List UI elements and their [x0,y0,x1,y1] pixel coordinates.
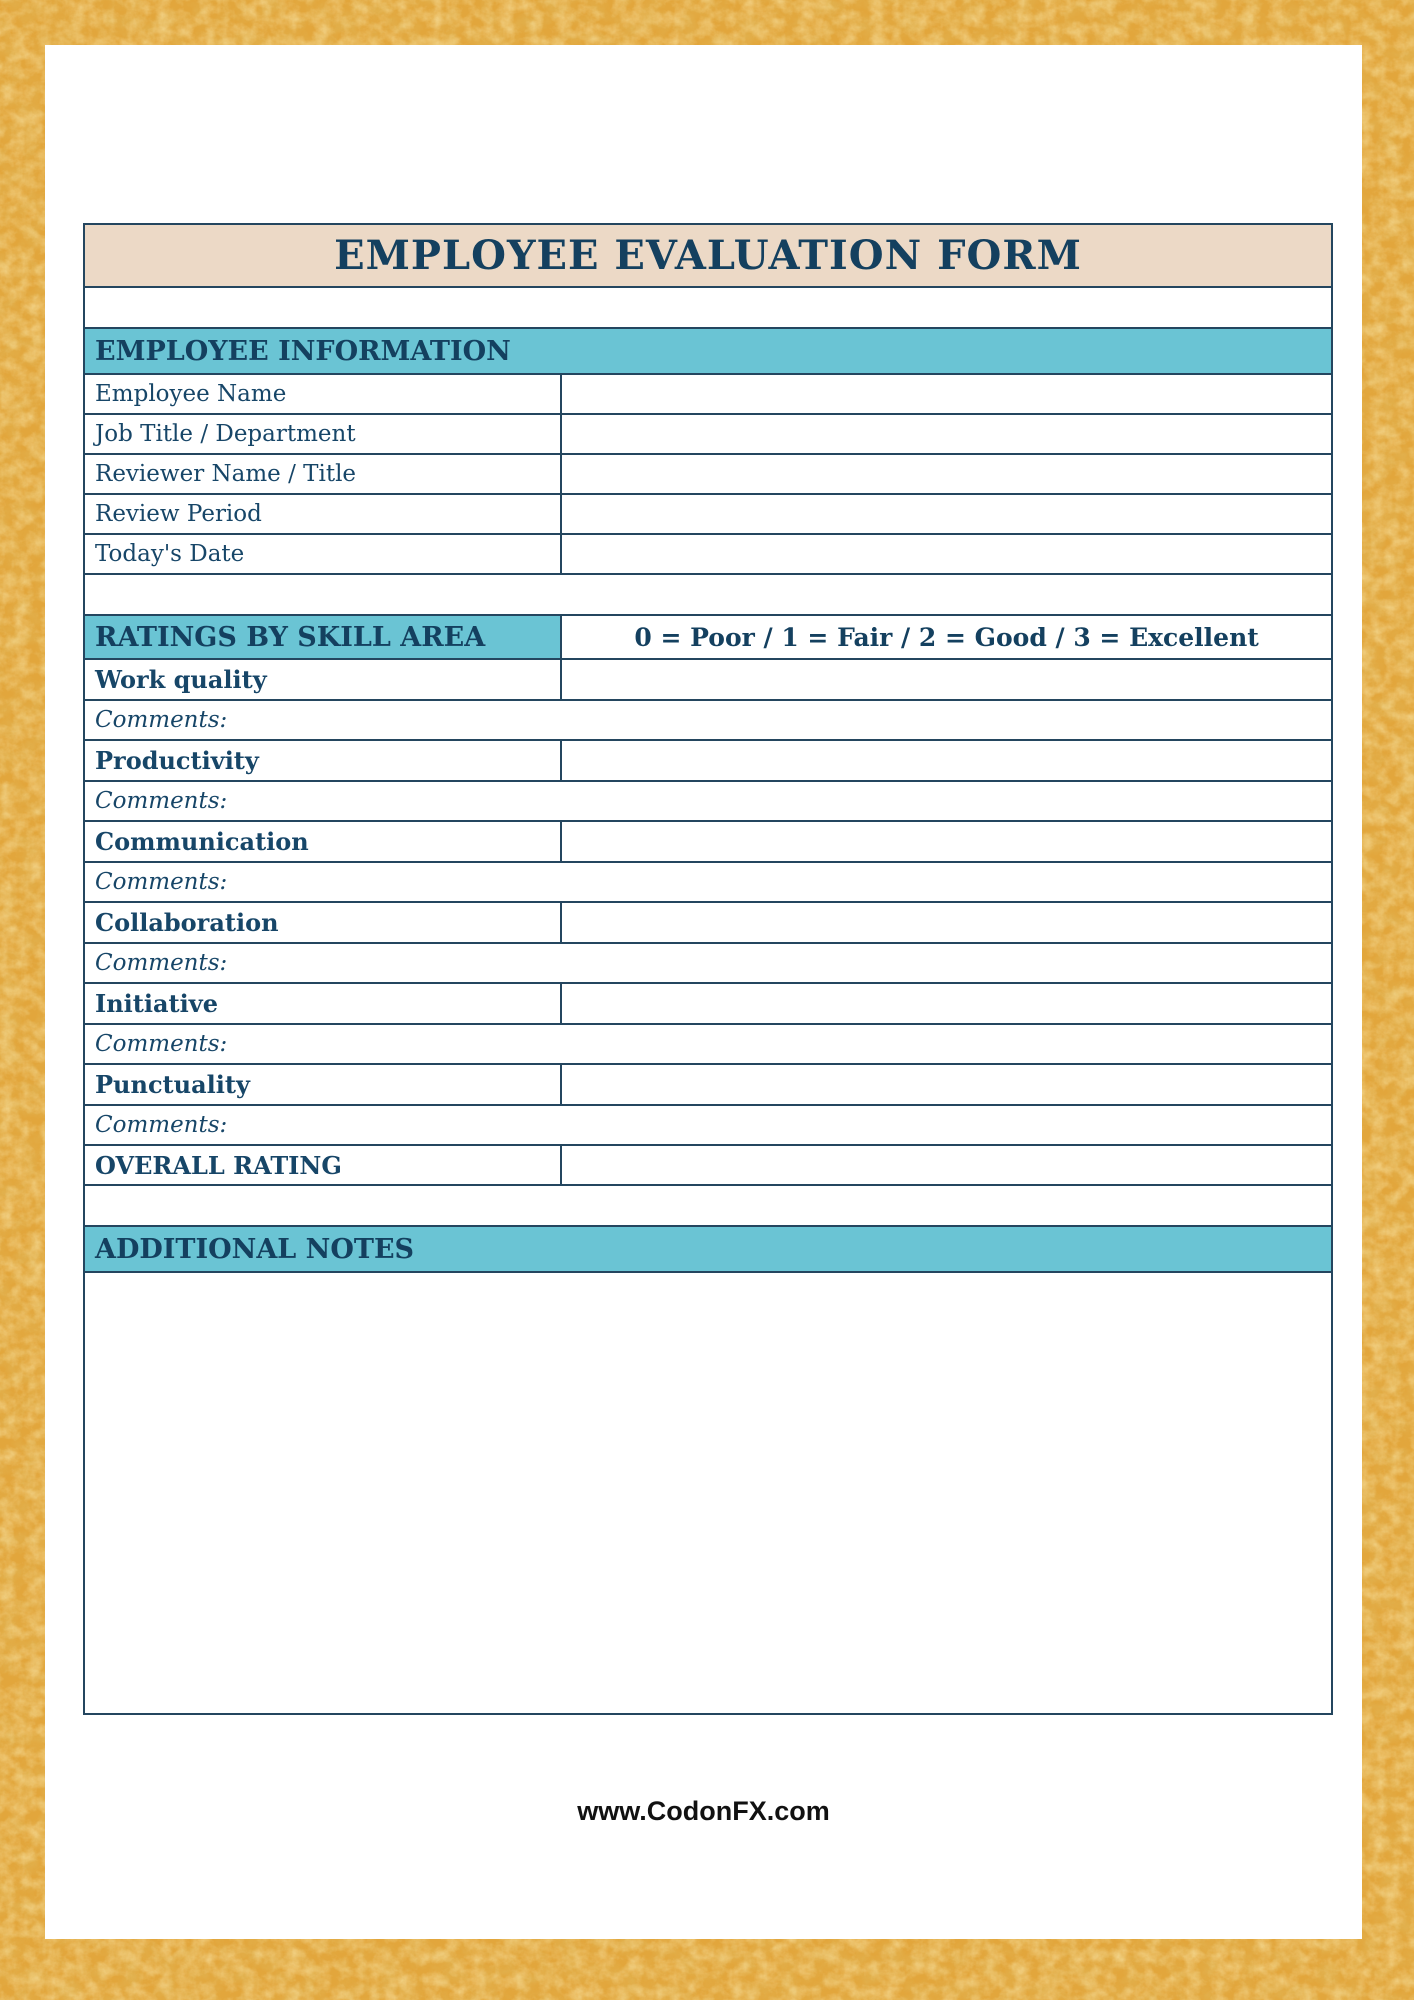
skill-name-cell [85,903,562,942]
spacer-row [85,288,1331,329]
field-label: Employee Name [95,381,287,407]
skill-name: Communication [95,827,309,856]
evaluation-form [83,223,1333,1715]
additional-notes-header [85,1227,1331,1273]
field-row-todays-date [85,535,1331,575]
section-header-label: RATINGS BY SKILL AREA [95,621,486,653]
overall-rating-label: OVERALL RATING [95,1150,342,1180]
skill-name: Punctuality [95,1070,250,1099]
overall-rating-row [85,1146,1331,1186]
skill-name: Work quality [95,665,267,694]
ratings-header-row [85,616,1331,660]
field-value-cell[interactable] [562,415,1331,453]
notes-area[interactable] [85,1273,1331,1713]
document-page [45,45,1362,1939]
ratings-header-cell [85,616,562,658]
field-label: Today's Date [95,541,245,567]
field-value-cell[interactable] [562,495,1331,533]
field-row-review-period [85,495,1331,535]
rating-scale-cell [562,616,1331,658]
comments-cell[interactable] [85,944,1331,984]
skill-name-cell [85,660,562,699]
skill-name: Collaboration [95,908,279,937]
field-label-cell [85,535,562,573]
field-value-cell[interactable] [562,455,1331,493]
skill-name-cell [85,822,562,861]
field-label-cell [85,415,562,453]
skill-row-communication [85,822,1331,863]
comments-label: Comments: [95,869,228,895]
skill-name: Productivity [95,746,259,775]
comments-label: Comments: [95,788,228,814]
footer-website-text: www.CodonFX.com [577,1796,830,1826]
skill-row-work-quality [85,660,1331,701]
field-row-reviewer-name [85,455,1331,495]
skill-row-punctuality [85,1065,1331,1106]
rating-value-cell[interactable] [562,1065,1331,1104]
field-value-cell[interactable] [562,535,1331,573]
field-label-cell [85,375,562,413]
spacer-row [85,1186,1331,1227]
comments-label: Comments: [95,1031,228,1057]
field-value-cell[interactable] [562,375,1331,413]
skill-row-collaboration [85,903,1331,944]
field-label: Reviewer Name / Title [95,461,357,487]
skill-row-productivity [85,741,1331,782]
page-title: EMPLOYEE EVALUATION FORM [334,232,1082,279]
rating-scale-legend: 0 = Poor / 1 = Fair / 2 = Good / 3 = Excellent [634,622,1259,652]
form-title-bar [85,225,1331,288]
section-header-label: ADDITIONAL NOTES [95,1233,415,1265]
field-label: Job Title / Department [95,421,356,447]
spacer-row [85,575,1331,616]
field-label: Review Period [95,501,262,527]
skill-name-cell [85,741,562,780]
comments-cell[interactable] [85,863,1331,903]
rating-value-cell[interactable] [562,660,1331,699]
comments-cell[interactable] [85,1025,1331,1065]
field-row-employee-name [85,375,1331,415]
rating-value-cell[interactable] [562,903,1331,942]
rating-value-cell[interactable] [562,741,1331,780]
skill-name-cell [85,1065,562,1104]
comments-label: Comments: [95,707,228,733]
comments-label: Comments: [95,950,228,976]
section-header-label: EMPLOYEE INFORMATION [95,335,511,367]
comments-cell[interactable] [85,1106,1331,1146]
comments-label: Comments: [95,1112,228,1138]
field-label-cell [85,455,562,493]
field-row-job-title [85,415,1331,455]
overall-rating-label-cell [85,1146,562,1184]
skill-row-initiative [85,984,1331,1025]
comments-cell[interactable] [85,782,1331,822]
field-label-cell [85,495,562,533]
rating-value-cell[interactable] [562,822,1331,861]
rating-value-cell[interactable] [562,984,1331,1023]
skill-name: Initiative [95,989,218,1018]
employee-information-header [85,329,1331,375]
skill-name-cell [85,984,562,1023]
comments-cell[interactable] [85,701,1331,741]
overall-rating-value-cell[interactable] [562,1146,1331,1184]
